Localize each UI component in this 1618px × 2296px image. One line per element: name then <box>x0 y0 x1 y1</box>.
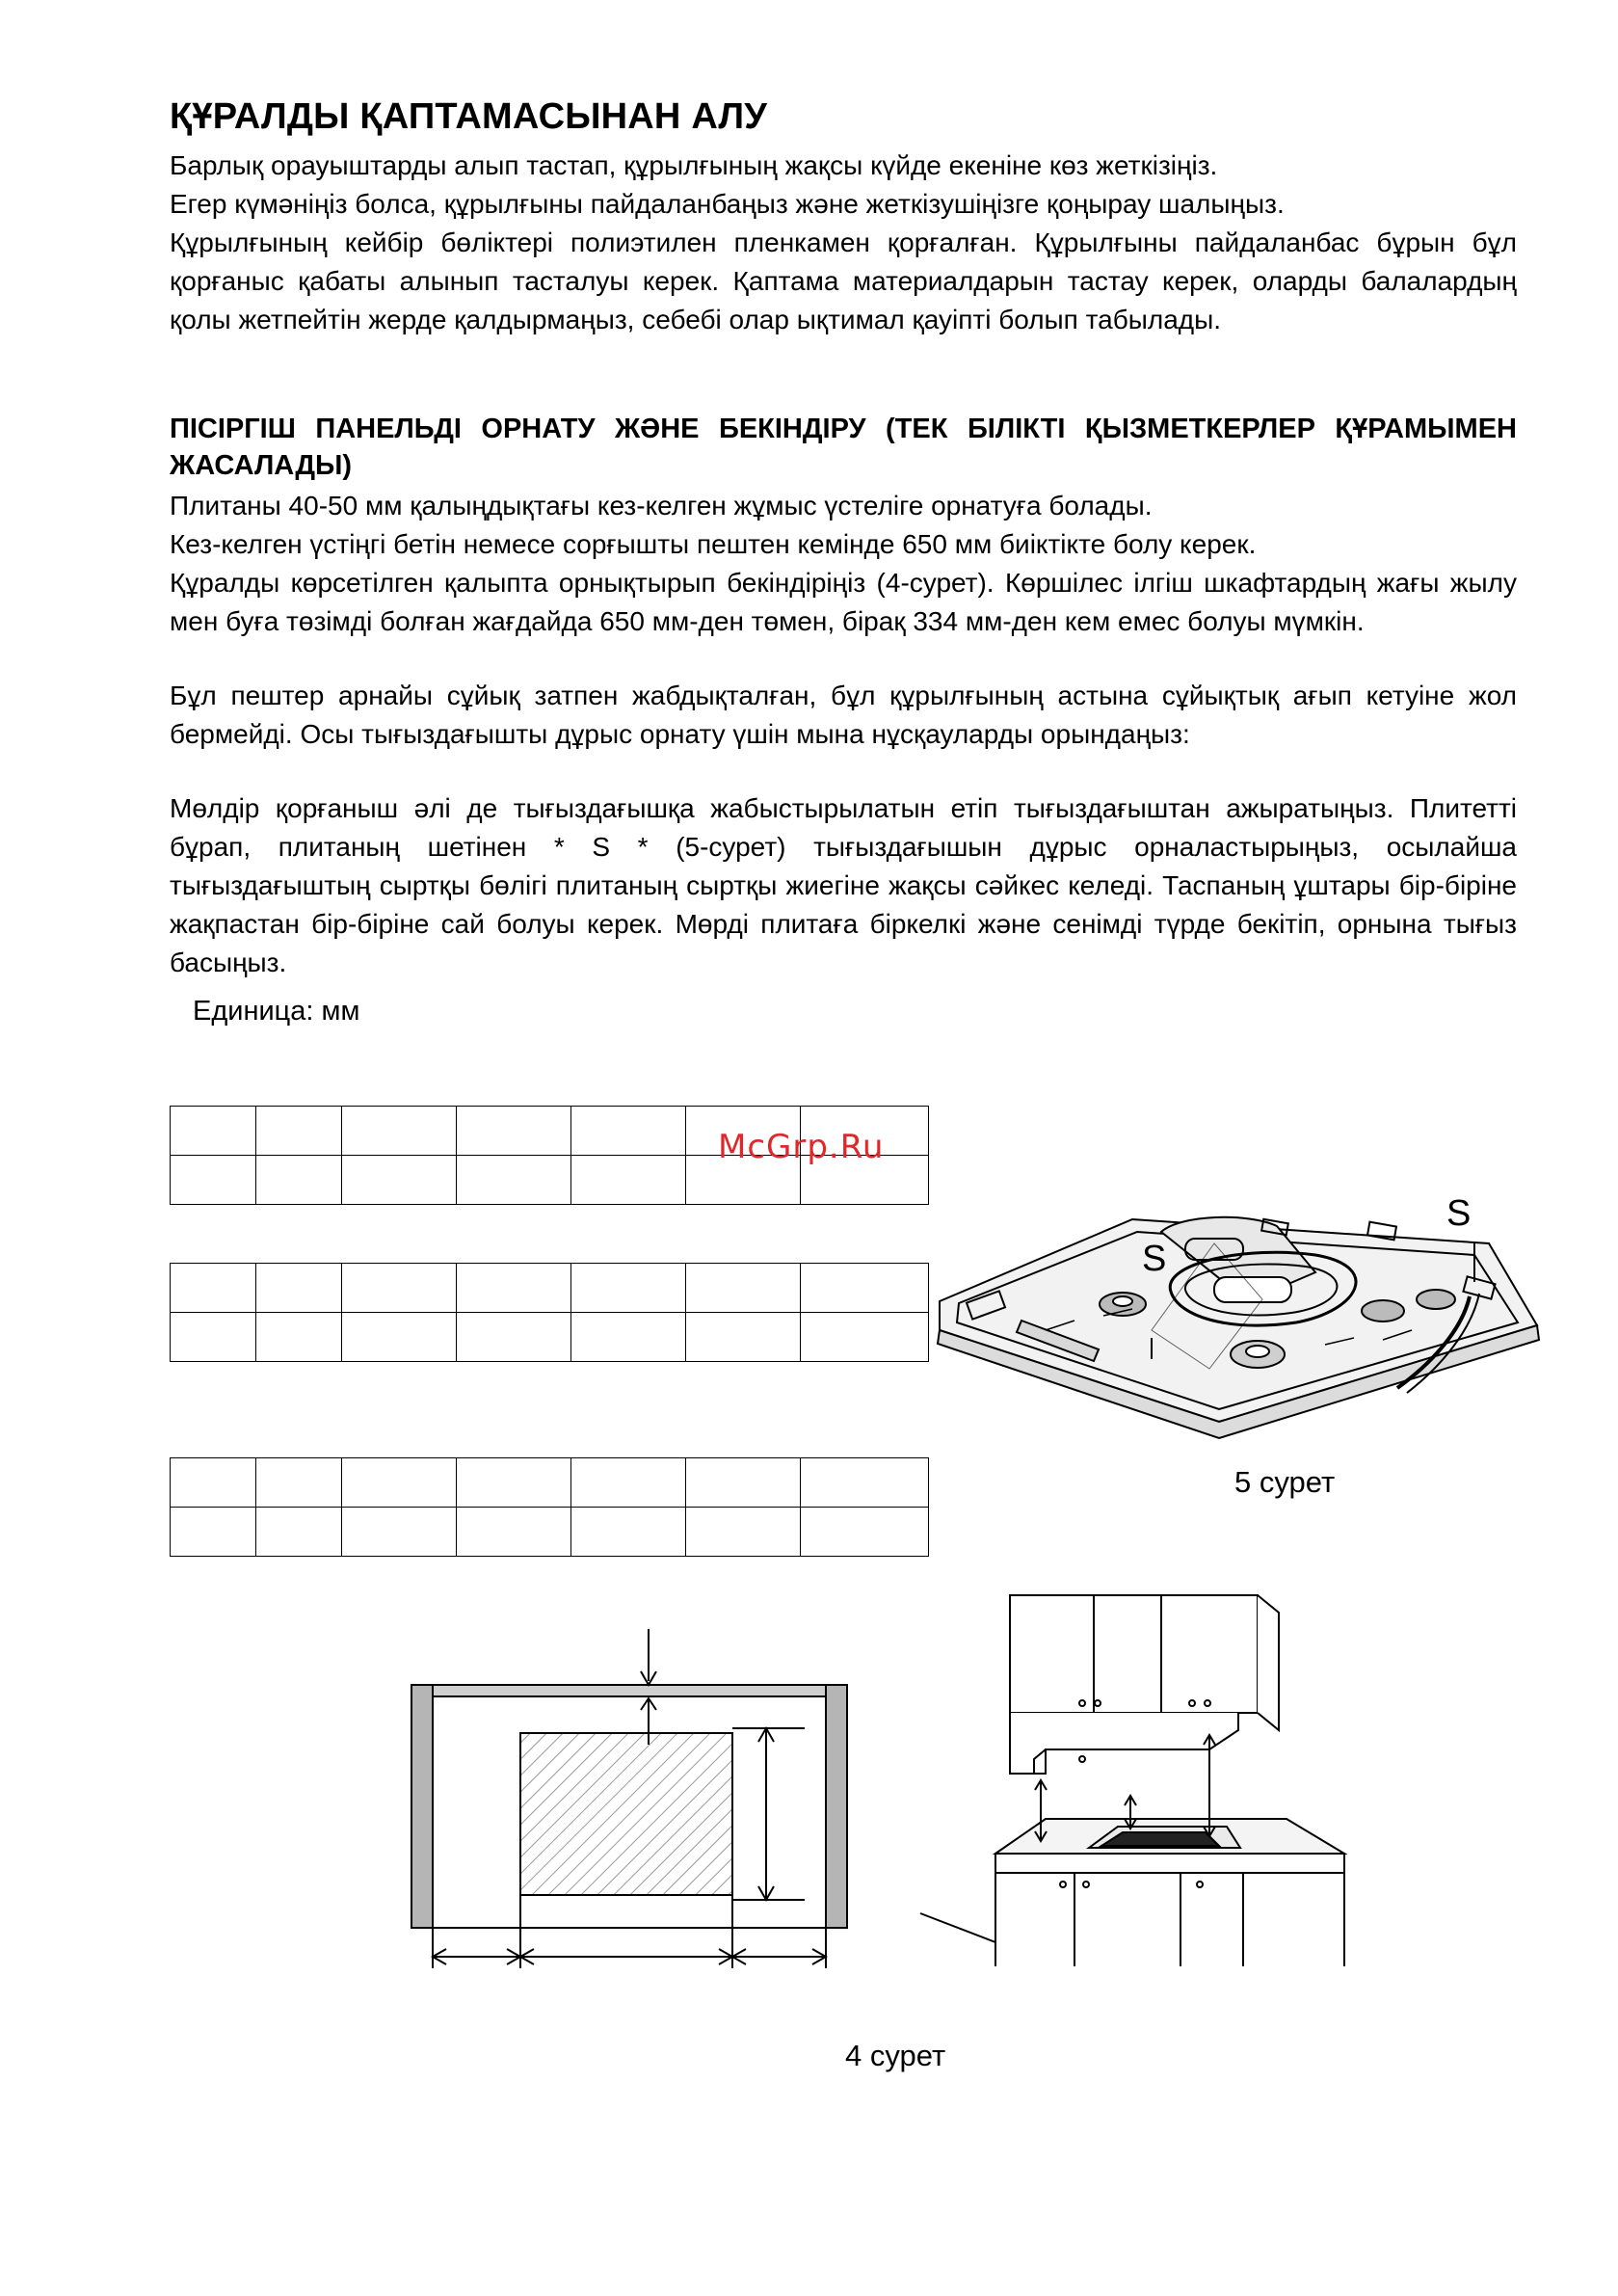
section-title-unpacking: ҚҰРАЛДЫ ҚАПТАМАСЫНАН АЛУ <box>170 96 768 137</box>
seal-label-outer: S <box>1446 1193 1472 1234</box>
paragraph-seal-intro: Бұл пештер арнайы сұйық затпен жабдықталған, бұл құрылғының астына сұйықтық ағып кетуіне жол бермейді. Осы тығыздағышты дұрыс орнату үшін мына нұсқауларды орындаңыз: <box>170 681 1517 749</box>
dimension-table-2 <box>170 1263 929 1362</box>
paragraph-fix-appliance: Құралды көрсетілген қалыпта орнықтырып бекіндіріңіз (4-сурет). Көршілес ілгіш шкафтардың жағы жылу мен буға төзімді болған жағдайда 650 мм-ден төмен, бірақ 334 мм-ден кем емес болуы мүмкін. <box>170 568 1517 636</box>
paragraph-if-in-doubt: Егер күмәніңіз болса, құрылғыны пайдаланбаңыз және жеткізушіңізге қоңырау шалыңыз. <box>170 189 1285 219</box>
paragraph-remove-packaging: Барлық орауыштарды алып тастап, құрылғының жақсы күйде екеніне көз жеткізіңіз. <box>170 150 1218 180</box>
seal-label-inner: S <box>1142 1239 1167 1279</box>
section-heading-installation: ПІСІРГІШ ПАНЕЛЬДІ ОРНАТУ ЖӘНЕ БЕКІНДІРУ (ТЕК БІЛІКТІ ҚЫЗМЕТКЕРЛЕР ҚҰРАМЫМЕН ЖАСАЛАДЫ) <box>170 414 1517 481</box>
paragraph-seal-instructions: Мөлдір қорғаныш әлі де тығыздағышқа жабыстырылатын етіп тығыздағыштан ажыратыңыз. Плитетті бұрап, плитаның шетінен * S * (5-сурет) тығыздағышын дұрыс орналастырыңыз, осылайша тығыздағыштың сыртқы бөлігі плитаның сыртқы жиегіне жақсы сәйкес келеді. Таспаның ұштары бір-біріне жақпастан бір-біріне сай болуы керек. Мөрді плитаға біркелкі және сенімді түрде бекітіп, орнына тығыз басыңыз. <box>170 793 1517 977</box>
kitchen-installation-diagram <box>920 1595 1364 1990</box>
paragraph-protective-film: Құрылғының кейбір бөліктері полиэтилен пленкамен қорғалған. Құрылғыны пайдаланбас бұрын бұл қорғаныс қабаты алынып тасталуы керек. Қаптама материалдарын тастау керек, оларды балалардың қолы жетпейтін жерде қалдырмаңыз, себебі олар ықтимал қауіпті болып табылады. <box>170 227 1517 334</box>
unit-label: Единица: мм <box>193 996 360 1027</box>
figure-5-caption: 5 сурет <box>1234 1465 1336 1499</box>
watermark: McGrp.Ru <box>718 1128 885 1166</box>
paragraph-hood-height: Кез-келген үстіңгі бетін немесе сорғышты пештен кемінде 650 мм биіктікте болу керек. <box>170 529 1257 559</box>
paragraph-worktop-thickness: Плитаны 40-50 мм қалыңдықтағы кез-келген жұмыс үстеліге орнатуға болады. <box>170 491 1153 521</box>
worktop-cutout-diagram <box>405 1629 858 1995</box>
figure-4-caption: 4 сурет <box>845 2039 946 2072</box>
dimension-table-3 <box>170 1457 929 1557</box>
